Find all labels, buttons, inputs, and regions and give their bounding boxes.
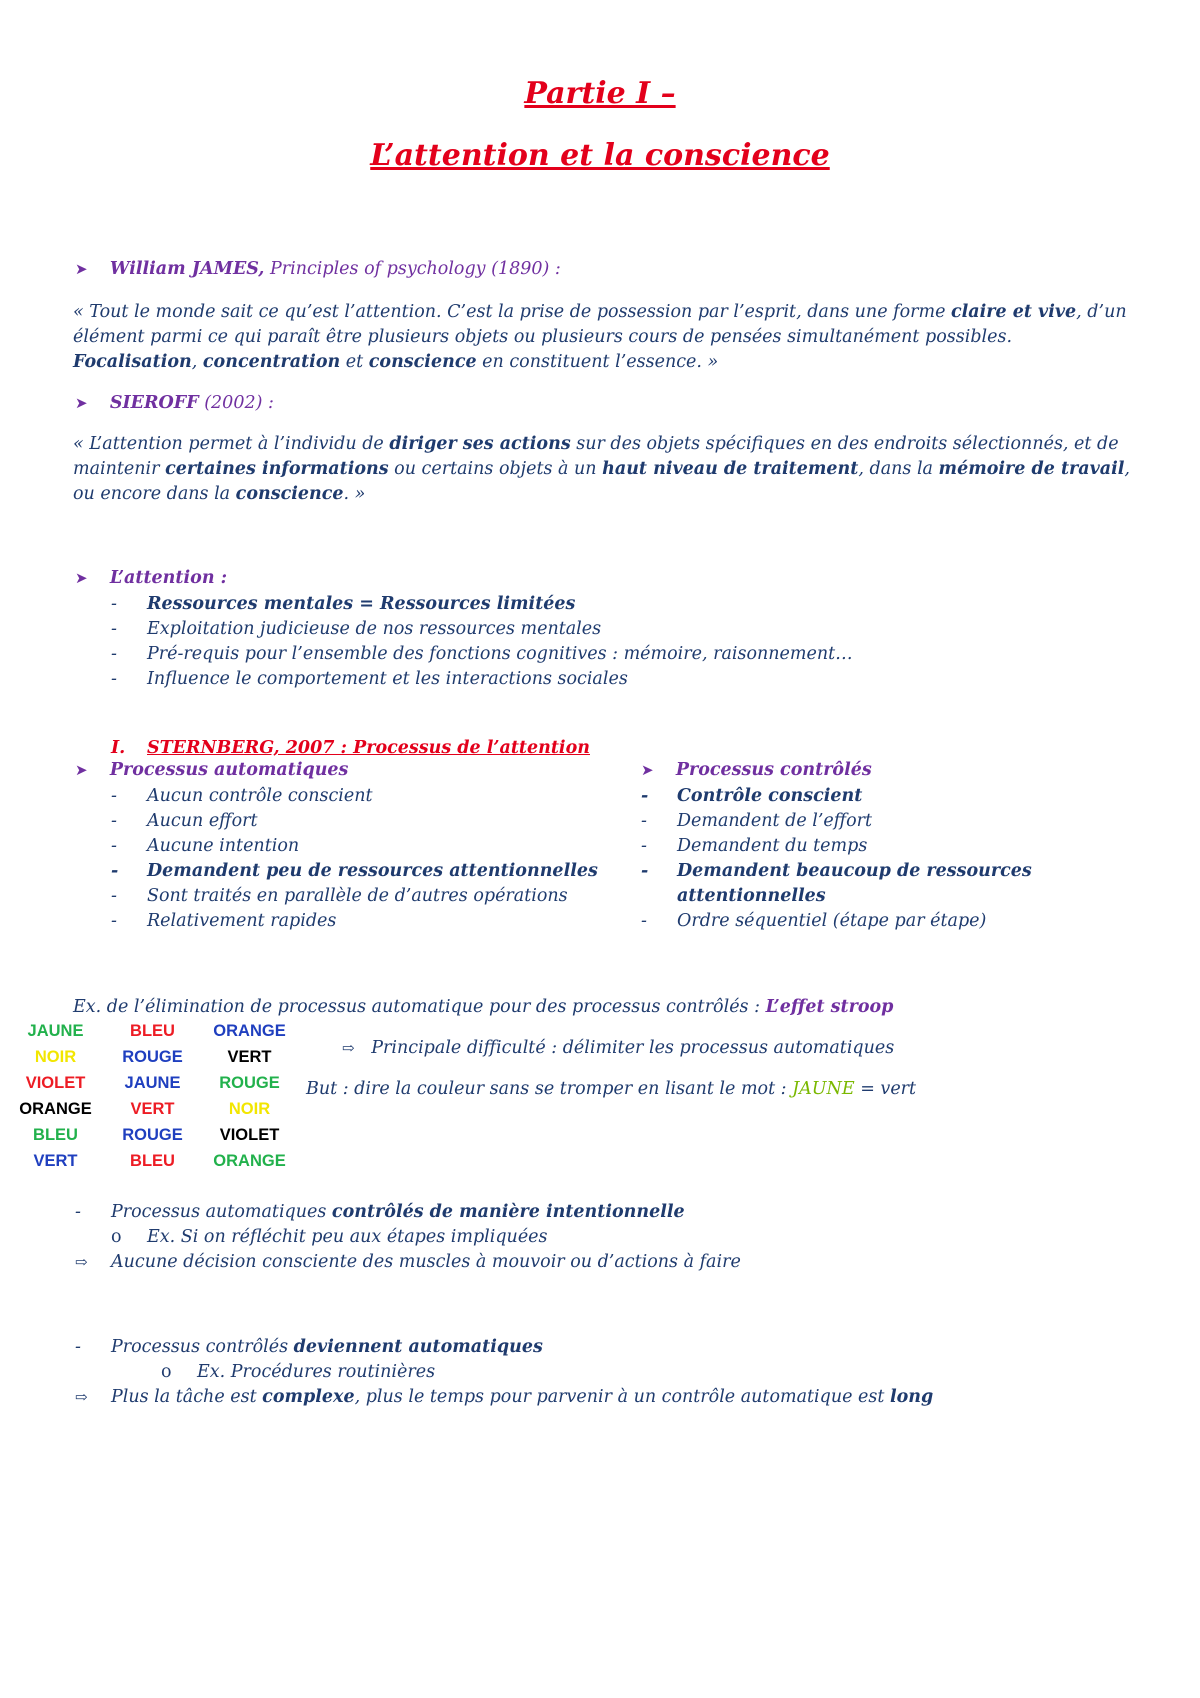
list-item: - Demandent de l’effort (641, 811, 873, 831)
list-item: - Aucun effort (111, 811, 258, 831)
bullet-arrow-icon: ➤ (75, 394, 88, 412)
stroop-word: ROUGE (219, 1074, 280, 1092)
controlled-automatic (75, 1335, 933, 1410)
list-item: - Exploitation judicieuse de nos ressources mentales (111, 619, 602, 639)
stroop-intro: Ex. de l’élimination de processus automatique pour des processus contrôlés : L’effet stroop (73, 997, 894, 1017)
sieroff-quote: « L’attention permet à l’individu de diriger ses actions sur des objets spécifiques en des endroits sélectionnés, et de maintenir certaines informations ou certains objets à un haut niveau de traitement, dans la mémoire de travail, ou encore dans la conscience. » (73, 434, 1130, 504)
ctrl-heading: ➤ Processus contrôlés (641, 760, 872, 780)
bullet-arrow-icon: ➤ (641, 761, 654, 779)
stroop-word: BLEU (130, 1152, 175, 1170)
stroop-grid (8, 1022, 298, 1182)
list-item: - Contrôle conscient (641, 786, 863, 806)
list-item: - Demandent beaucoup de ressources (641, 861, 1032, 881)
ctrl-list (641, 784, 1032, 934)
stroop-word: BLEU (130, 1022, 175, 1040)
double-arrow-icon: ⇨ (342, 1039, 355, 1057)
stroop-word: ORANGE (213, 1022, 286, 1040)
bullet-arrow-icon: ➤ (75, 569, 88, 587)
list-item: - Processus automatiques contrôlés de manière intentionnelle (75, 1202, 685, 1222)
stroop-word: ORANGE (213, 1152, 286, 1170)
stroop-goal: But : dire la couleur sans se tromper en lisant le mot : JAUNE = vert (306, 1079, 917, 1099)
stroop-word: VIOLET (219, 1126, 280, 1144)
section-heading: I. STERNBERG, 2007 : Processus de l’attention (111, 738, 590, 758)
james-quote: « Tout le monde sait ce qu’est l’attention. C’est la prise de possession par l’esprit, dans une forme claire et vive, d’un élément parmi ce qui paraît être plusieurs objets ou plusieurs cours de pensées simultanément possibles. Focalisation, concentration et conscience en constituent l’essence. » (73, 302, 1127, 372)
page-title-line2: L’attention et la conscience (370, 138, 830, 173)
sieroff-author: SIEROFF (109, 393, 199, 413)
auto-controlled (75, 1200, 741, 1275)
list-item: - Relativement rapides (111, 911, 337, 931)
list-item: - Aucune intention (111, 836, 300, 856)
bullet-arrow-icon: ➤ (75, 260, 88, 278)
sieroff-year: (2002) : (198, 393, 274, 413)
list-item: - Processus contrôlés deviennent automatiques (75, 1337, 543, 1357)
list-item: o Ex. Procédures routinières (161, 1362, 436, 1382)
list-item: - Influence le comportement et les interactions sociales (111, 669, 628, 689)
list-item: ⇨ Plus la tâche est complexe, plus le temps pour parvenir à un contrôle automatique est long (75, 1387, 934, 1407)
stroop-word: VERT (33, 1152, 78, 1170)
stroop-word: ROUGE (122, 1048, 183, 1066)
list-item: - Pré-requis pour l’ensemble des fonctions cognitives : mémoire, raisonnement… (111, 644, 853, 664)
double-arrow-icon: ⇨ (75, 1253, 88, 1271)
stroop-word: ORANGE (19, 1100, 92, 1118)
list-item: o Ex. Si on réfléchit peu aux étapes impliquées (111, 1227, 548, 1247)
auto-heading: ➤ Processus automatiques (75, 760, 349, 780)
list-item: - Ordre séquentiel (étape par étape) (641, 911, 987, 931)
stroop-difficulty: ⇨ Principale difficulté : délimiter les processus automatiques (342, 1038, 895, 1058)
auto-list (111, 784, 598, 934)
list-item: - Ressources mentales = Ressources limitées (111, 594, 576, 614)
stroop-word: VERT (130, 1100, 175, 1118)
james-work: Principles of psychology (1890) : (264, 259, 561, 279)
double-arrow-icon: ⇨ (75, 1388, 88, 1406)
james-heading (75, 257, 561, 282)
page-title-line1: Partie I – (524, 76, 676, 111)
list-item: - Demandent du temps (641, 836, 868, 856)
list-item: - Aucun contrôle conscient (111, 786, 373, 806)
attention-heading: ➤ L’attention : (75, 568, 228, 588)
stroop-word: NOIR (228, 1100, 271, 1118)
list-item: - Demandent peu de ressources attentionnelles (111, 861, 598, 881)
james-author: William JAMES, (109, 259, 265, 279)
list-item: attentionnelles (677, 886, 826, 906)
stroop-word: VERT (227, 1048, 272, 1066)
stroop-word: BLEU (33, 1126, 78, 1144)
sieroff-heading (75, 391, 274, 416)
list-item: ⇨ Aucune décision consciente des muscles à mouvoir ou d’actions à faire (75, 1252, 741, 1272)
stroop-word: ROUGE (122, 1126, 183, 1144)
bullet-arrow-icon: ➤ (75, 761, 88, 779)
stroop-word: VIOLET (25, 1074, 86, 1092)
stroop-word: NOIR (34, 1048, 77, 1066)
attention-list (111, 592, 853, 692)
stroop-word: JAUNE (27, 1022, 84, 1040)
stroop-word: JAUNE (124, 1074, 181, 1092)
list-item: - Sont traités en parallèle de d’autres opérations (111, 886, 568, 906)
